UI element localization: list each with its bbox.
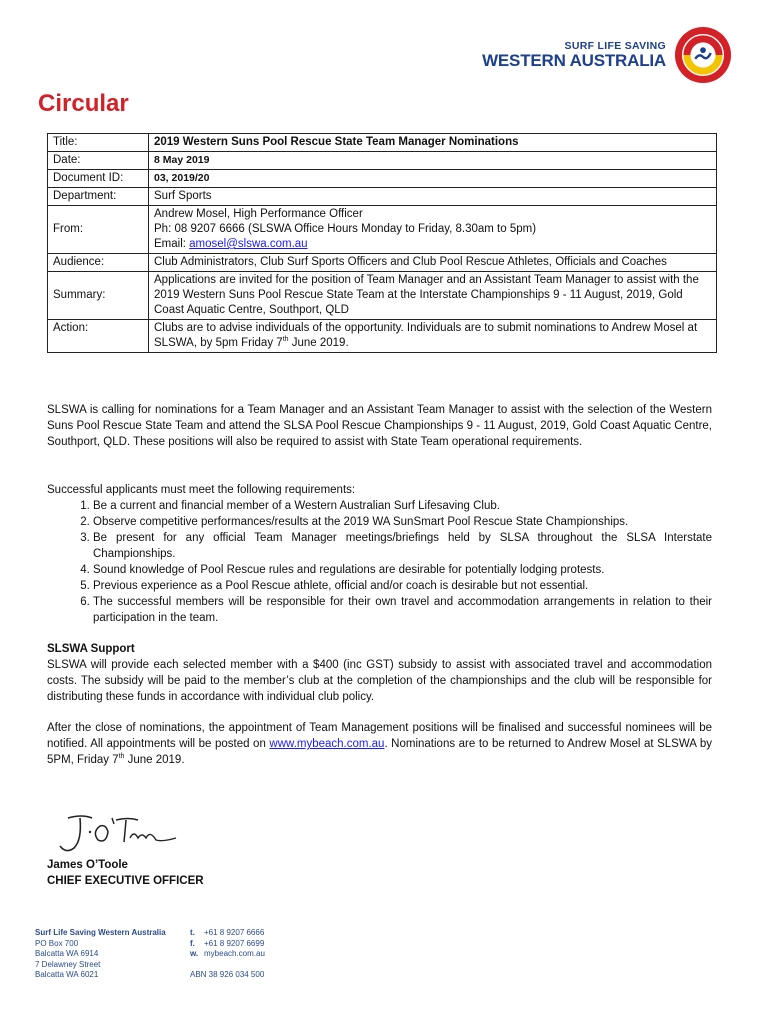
list-item: 1. Be a current and financial member of a Western Australian Surf Lifesaving Club.	[93, 498, 712, 514]
phone-key: t.	[190, 928, 195, 937]
table-row	[48, 170, 717, 188]
action-text: Clubs are to advise individuals of the opportunity. Individuals are to submit nominations to Andrew Mosel at SLSWA, by 5pm Friday 7	[154, 322, 698, 349]
closing-text-2: . Nominations are to be returned to Andrew Mosel at SLSWA by 5PM, Friday 7	[47, 738, 712, 766]
mybeach-link[interactable]: www.mybeach.com.au	[269, 738, 385, 750]
closing-sup: th	[118, 753, 125, 761]
from-name: Andrew Mosel, High Performance Officer	[154, 208, 363, 220]
document-title: Circular	[38, 90, 129, 117]
action-text-end: June 2019.	[288, 337, 349, 349]
audience-label: Audience:	[48, 254, 149, 272]
department-label: Department:	[48, 188, 149, 206]
footer-address	[35, 928, 166, 981]
summary-label: Summary:	[48, 272, 149, 320]
footer-phone	[190, 928, 265, 939]
footer-web	[190, 949, 265, 960]
phone-value: +61 8 9207 6666	[204, 928, 265, 937]
action-label: Action:	[48, 320, 149, 353]
requirements-intro: Successful applicants must meet the following requirements:	[47, 484, 356, 496]
from-phone: Ph: 08 9207 6666 (SLSWA Office Hours Monday to Friday, 8.30am to 5pm)	[154, 223, 537, 235]
logo-text	[482, 40, 666, 70]
date-value: 8 May 2019	[149, 152, 717, 170]
document-id-value: 03, 2019/20	[149, 170, 717, 188]
signatory-role: CHIEF EXECUTIVE OFFICER	[47, 875, 204, 887]
footer-addr-line: 7 Delawney Street	[35, 959, 101, 969]
email-prefix: Email:	[154, 238, 190, 250]
table-row	[48, 272, 717, 320]
from-value	[149, 206, 717, 254]
action-sup: th	[282, 336, 289, 344]
closing-paragraph	[47, 720, 712, 768]
table-row	[48, 134, 717, 152]
web-key: w.	[190, 949, 199, 958]
list-item: 2. Observe competitive performances/results at the 2019 WA SunSmart Pool Rescue State Championships.	[93, 514, 712, 530]
from-email-line	[154, 237, 711, 252]
fax-value: +61 8 9207 6699	[204, 938, 265, 948]
footer-fax	[190, 939, 265, 950]
web-value: mybeach.com.au	[204, 949, 265, 958]
footer-addr-line: Balcatta WA 6021	[35, 970, 99, 979]
date-label: Date:	[48, 152, 149, 170]
list-item: 6. The successful members will be responsible for their own travel and accommodation arrangements in relation to their participation in the team.	[93, 594, 712, 626]
list-item: 3. Be present for any official Team Manager meetings/briefings held by SLSA throughout the SLSA Interstate Championships.	[93, 530, 712, 562]
department-value: Surf Sports	[149, 188, 717, 206]
footer-contact	[190, 928, 265, 981]
document-id-label: Document ID:	[48, 170, 149, 188]
table-row	[48, 188, 717, 206]
signatory-name: James O’Toole	[47, 859, 128, 871]
email-link[interactable]: amosel@slswa.com.au	[189, 238, 308, 250]
logo-subtitle: SURF LIFE SAVING	[564, 40, 666, 52]
from-label: From:	[48, 206, 149, 254]
logo-title: WESTERN AUSTRALIA	[482, 51, 666, 70]
table-row	[48, 320, 717, 353]
footer-org: Surf Life Saving Western Australia	[35, 928, 166, 937]
circular-info-table	[47, 133, 717, 353]
action-value	[149, 320, 717, 353]
fax-key: f.	[190, 938, 195, 948]
title-label: Title:	[48, 134, 149, 152]
table-row	[48, 254, 717, 272]
closing-text: After the close of nominations, the appointment of Team Management positions will be finalised and successful nominees will be notified. All appointments will be posted on	[47, 722, 712, 750]
requirements-section	[47, 482, 712, 768]
closing-text-end: June 2019.	[124, 754, 185, 766]
signatory	[47, 857, 204, 889]
summary-value: Applications are invited for the position of Team Manager and an Assistant Team Manager to assist with the 2019 Western Suns Pool Rescue State Team at the Interstate Championships 9 - 11 August, 2019, Gold Coast Aquatic Centre, Southport, QLD	[149, 272, 717, 320]
support-paragraph: SLSWA will provide each selected member with a $400 (inc GST) subsidy to assist with associated travel and accommodation costs. The subsidy will be paid to the member’s club at the completion of the championships and the club will be responsible for distributing these funds in accordance with individual club policy.	[47, 659, 712, 703]
requirements-list	[47, 498, 712, 626]
surf-life-saving-badge-icon	[674, 26, 732, 84]
slswa-logo	[482, 26, 732, 84]
table-row	[48, 152, 717, 170]
footer-addr-line: PO Box 700	[35, 938, 79, 948]
handwritten-signature	[50, 812, 180, 856]
intro-paragraph: SLSWA is calling for nominations for a Team Manager and an Assistant Team Manager to assist with the selection of the Western Suns Pool Rescue State Team and attend the SLSA Pool Rescue Championships 9 - 11 August, 2019, Gold Coast Aquatic Centre, Southport, QLD. These positions will also be required to assist with State Team operational requirements.	[47, 404, 712, 448]
table-row	[48, 206, 717, 254]
title-value: 2019 Western Suns Pool Rescue State Team Manager Nominations	[149, 134, 717, 152]
audience-value: Club Administrators, Club Surf Sports Officers and Club Pool Rescue Athletes, Officials and Coaches	[149, 254, 717, 272]
support-heading: SLSWA Support	[47, 643, 135, 655]
footer-abn: ABN 38 926 034 500	[190, 970, 265, 979]
footer-addr-line: Balcatta WA 6914	[35, 949, 99, 958]
list-item: 5. Previous experience as a Pool Rescue athlete, official and/or coach is desirable but not essential.	[93, 578, 712, 594]
list-item: 4. Sound knowledge of Pool Rescue rules and regulations are desirable for potentially lodging protests.	[93, 562, 712, 578]
